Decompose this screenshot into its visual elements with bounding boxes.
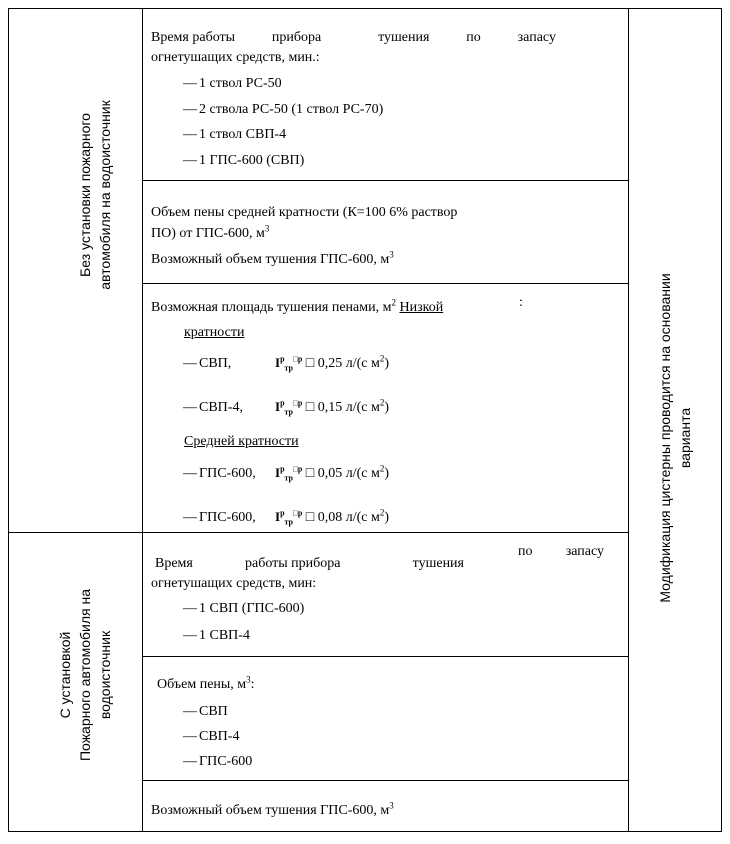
- intensity-formula: $I^p_{тр}^{□p}$: [275, 464, 303, 483]
- block1-heading-line2: огнетушащих средств, мин.:: [151, 50, 320, 65]
- list-item: — 2 ствола РС-50 (1 ствол РС-70): [183, 102, 384, 117]
- list-item: — СВП-4, $I^p_{тр}^{□p}$ □ 0,15 л/(с $м^2$): [183, 397, 390, 417]
- row-divider-4: [142, 656, 628, 657]
- block5-heading: Объем пены, $м^3$:: [157, 674, 255, 692]
- block4-heading-left: Время работы прибора тушения: [155, 556, 464, 571]
- list-item: — 1 ствол СВП-4: [183, 127, 287, 142]
- table-frame: [8, 8, 722, 832]
- list-item: — СВП-4: [183, 729, 240, 744]
- block2-line3: Возможный объем тушения ГПС-600, $м^3$: [151, 249, 394, 267]
- list-item: — ГПС-600, $I^p_{тр}^{□p}$ □ 0,08 л/(с $м^2$): [183, 507, 390, 527]
- block2-line1: Объем пены средней кратности (К=100 6% раствор: [151, 205, 458, 220]
- label-with-installation: С установкой Пожарного автомобиля на водоисточник: [57, 589, 113, 761]
- list-item: — 1 СВП-4: [183, 628, 250, 643]
- row-divider-main: [8, 532, 628, 533]
- list-item: — 1 ГПС-600 (СВП): [183, 153, 305, 168]
- block4-heading-line2: огнетушащих средств, мин:: [151, 576, 317, 591]
- list-item: — СВП: [183, 704, 228, 719]
- block4-heading-right: по запасу: [518, 544, 604, 559]
- block2-line2: ПО) от ГПС-600, $м^3$: [151, 223, 270, 241]
- block6-text: Возможный объем тушения ГПС-600, $м^3$: [151, 800, 394, 818]
- column-divider-left: [142, 8, 143, 832]
- block3-low-line2: кратности: [184, 325, 245, 340]
- intensity-formula: $I^p_{тр}^{□p}$: [275, 354, 303, 373]
- label-without-installation: Без установки пожарного автомобиля на водоисточник: [77, 100, 113, 290]
- block3-medium-title: Средней кратности: [184, 434, 299, 449]
- list-item: — 1 СВП (ГПС-600): [183, 601, 305, 616]
- list-item: — ГПС-600, $I^p_{тр}^{□p}$ □ 0,05 л/(с $м^2$): [183, 463, 390, 483]
- label-tank-modification: Модификация цистерны проводится на основании варианта: [657, 273, 693, 603]
- row-divider-5: [142, 780, 628, 781]
- row-divider-1: [142, 180, 628, 181]
- block3-heading: Возможная площадь тушения пенами, $м^2$ Низкой: [151, 297, 444, 315]
- list-item: — СВП, $I^p_{тр}^{□p}$ □ 0,25 л/(с $м^2$): [183, 353, 390, 373]
- block1-heading: Время работы прибора тушения по запасу: [151, 30, 556, 45]
- intensity-formula: $I^p_{тр}^{□p}$: [275, 508, 303, 527]
- intensity-formula: $I^p_{тр}^{□p}$: [275, 398, 303, 417]
- list-item: — 1 ствол РС-50: [183, 76, 282, 91]
- row-divider-2: [142, 283, 628, 284]
- list-item: — ГПС-600: [183, 754, 253, 769]
- block3-colon: :: [519, 295, 523, 310]
- column-divider-right: [628, 8, 629, 832]
